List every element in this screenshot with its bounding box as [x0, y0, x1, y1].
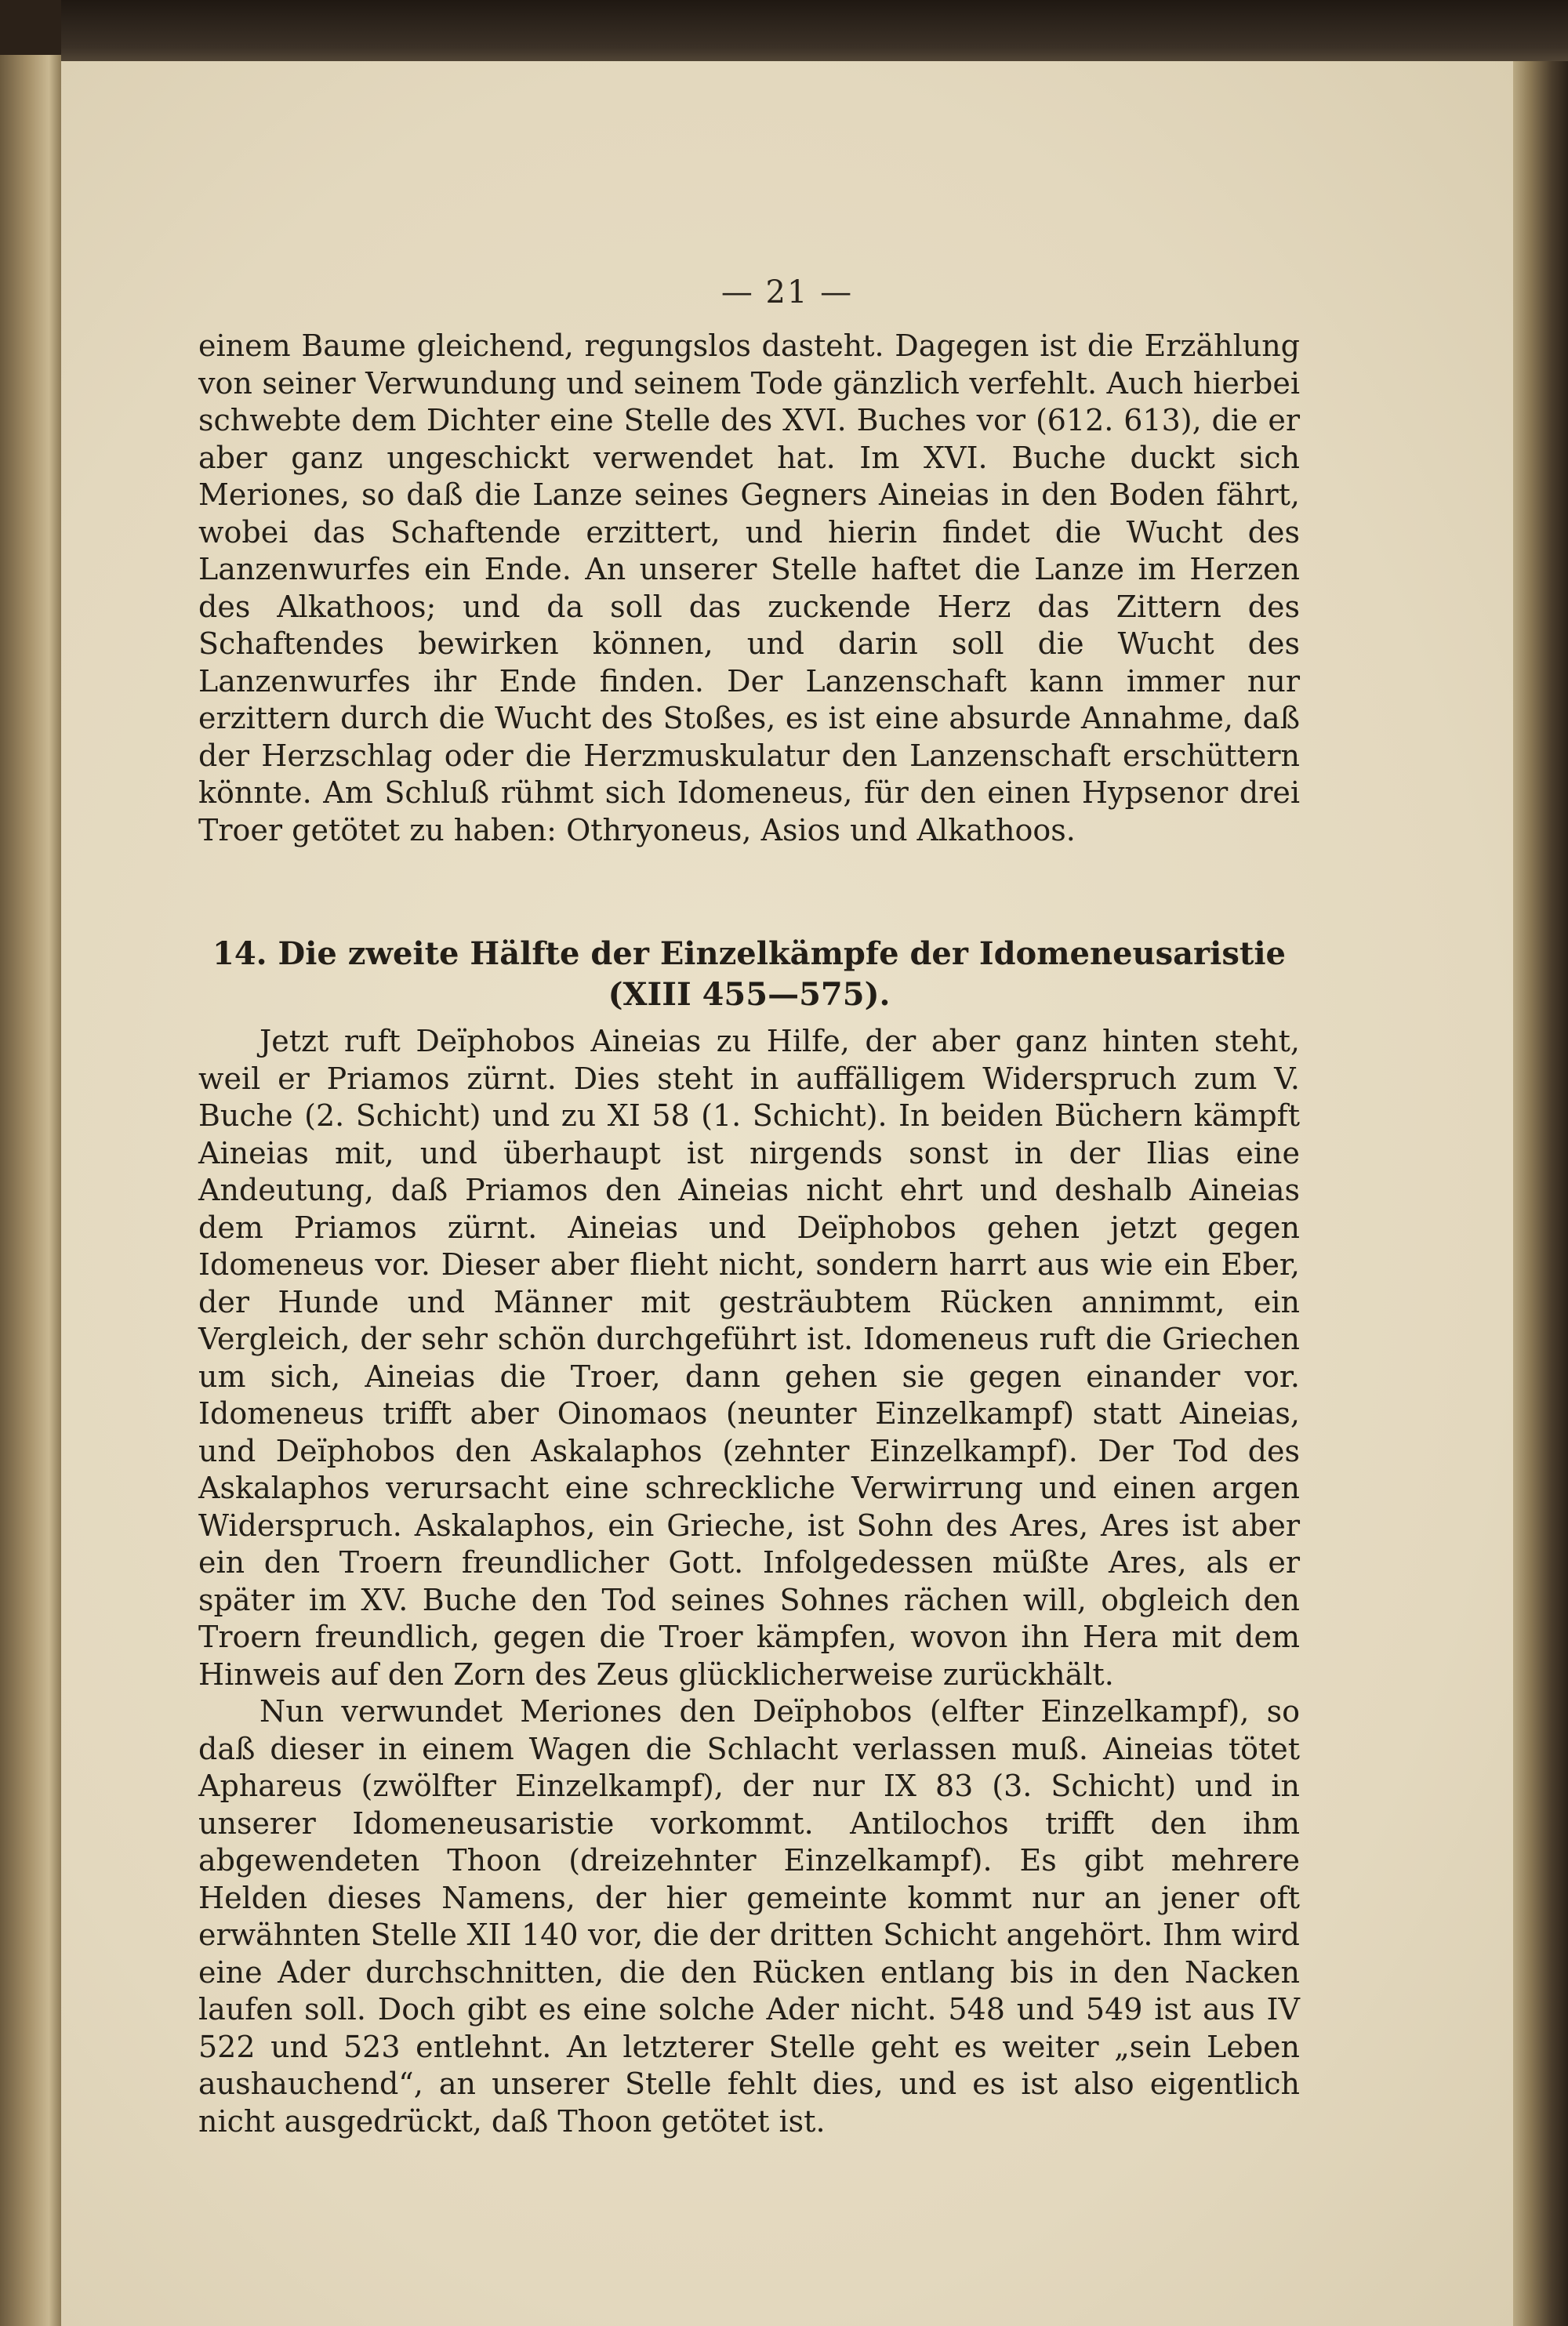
book-right-edge	[1513, 61, 1568, 2326]
paragraph-2: Jetzt ruft Deïphobos Aineias zu Hilfe, der aber ganz hinten steht, weil er Priamos zürnt. Dies steht in auffälligem Widerspruch zum V. Buche (2. Schicht) und zu XI 58 (1. Schicht). In beiden Büchern kämpft Aineias mit, und überhaupt ist nirgends sonst in der Ilias eine Andeutung, daß Priamos den Aineias nicht ehrt und deshalb Aineias dem Priamos zürnt. Aineias und Deïphobos gehen jetzt gegen Idomeneus vor. Dieser aber flieht nicht, sondern harrt aus wie ein Eber, der Hunde und Männer mit gesträubtem Rücken annimmt, ein Vergleich, der sehr schön durchgeführt ist. Idomeneus ruft die Griechen um sich, Aineias die Troer, dann gehen sie gegen einander vor. Idomeneus trifft aber Oinomaos (neunter Einzelkampf) statt Aineias, und Deïphobos den Askalaphos (zehnter Einzelkampf). Der Tod des Askalaphos verursacht eine schreckliche Verwirrung und einen argen Widerspruch. Askalaphos, ein Grieche, ist Sohn des Ares, Ares ist aber ein den Troern freundlicher Gott. Infolgedessen müßte Ares, als er später im XV. Buche den Tod seines Sohnes rächen will, obgleich den Troern freundlich, gegen die Troer kämpfen, wovon ihn Hera mit dem Hinweis auf den Zorn des Zeus glücklicherweise zurückhält.	[198, 1024, 1300, 1692]
book-page	[61, 61, 1513, 2326]
section-heading	[198, 934, 1300, 1015]
page-number: — 21 —	[720, 274, 854, 310]
section-heading-range: (XIII 455—575).	[608, 976, 891, 1013]
paragraph-3: Nun verwundet Meriones den Deïphobos (elfter Einzelkampf), so daß dieser in einem Wagen die Schlacht verlassen muß. Aineias tötet Aphareus (zwölfter Einzelkampf), der nur IX 83 (3. Schicht) und in unserer Idomeneusaristie vorkommt. Antilochos trifft den ihm abgewendeten Thoon (dreizehnter Einzelkampf). Es gibt mehrere Helden dieses Namens, der hier gemeinte kommt nur an jener oft erwähnten Stelle XII 140 vor, die der dritten Schicht angehört. Ihm wird eine Ader durchschnitten, die den Rücken entlang bis in den Nacken laufen soll. Doch gibt es eine solche Ader nicht. 548 und 549 ist aus IV 522 und 523 entlehnt. An letzterer Stelle geht es weiter „sein Leben aushauchend“, an unserer Stelle fehlt dies, und es ist also eigentlich nicht ausgedrückt, daß Thoon getötet ist.	[198, 1694, 1300, 2139]
book-left-edge	[0, 55, 61, 2326]
section-heading-title: 14. Die zweite Hälfte der Einzelkämpfe der Idomeneusaristie	[212, 935, 1286, 972]
paragraph-1: einem Baume gleichend, regungslos dasteht. Dagegen ist die Erzählung von seiner Verwundung und seinem Tode gänzlich verfehlt. Auch hierbei schwebte dem Dichter eine Stelle des XVI. Buches vor (612. 613), die er aber ganz ungeschickt verwendet hat. Im XVI. Buche duckt sich Meriones, so daß die Lanze seines Gegners Aineias in den Boden fährt, wobei das Schaftende erzittert, und hierin findet die Wucht des Lanzenwurfes ein Ende. An unserer Stelle haftet die Lanze im Herzen des Alkathoos; und da soll das zuckende Herz das Zittern des Schaftendes bewirken können, und darin soll die Wucht des Lanzenwurfes ihr Ende finden. Der Lanzenschaft kann immer nur erzittern durch die Wucht des Stoßes, es ist eine absurde Annahme, daß der Herzschlag oder die Herzmuskulatur den Lanzenschaft erschüttern könnte. Am Schluß rühmt sich Idomeneus, für den einen Hypsenor drei Troer getötet zu haben: Othryoneus, Asios und Alkathoos.	[198, 328, 1300, 847]
scan-top-band	[61, 0, 1568, 67]
page-text	[198, 328, 1300, 2140]
